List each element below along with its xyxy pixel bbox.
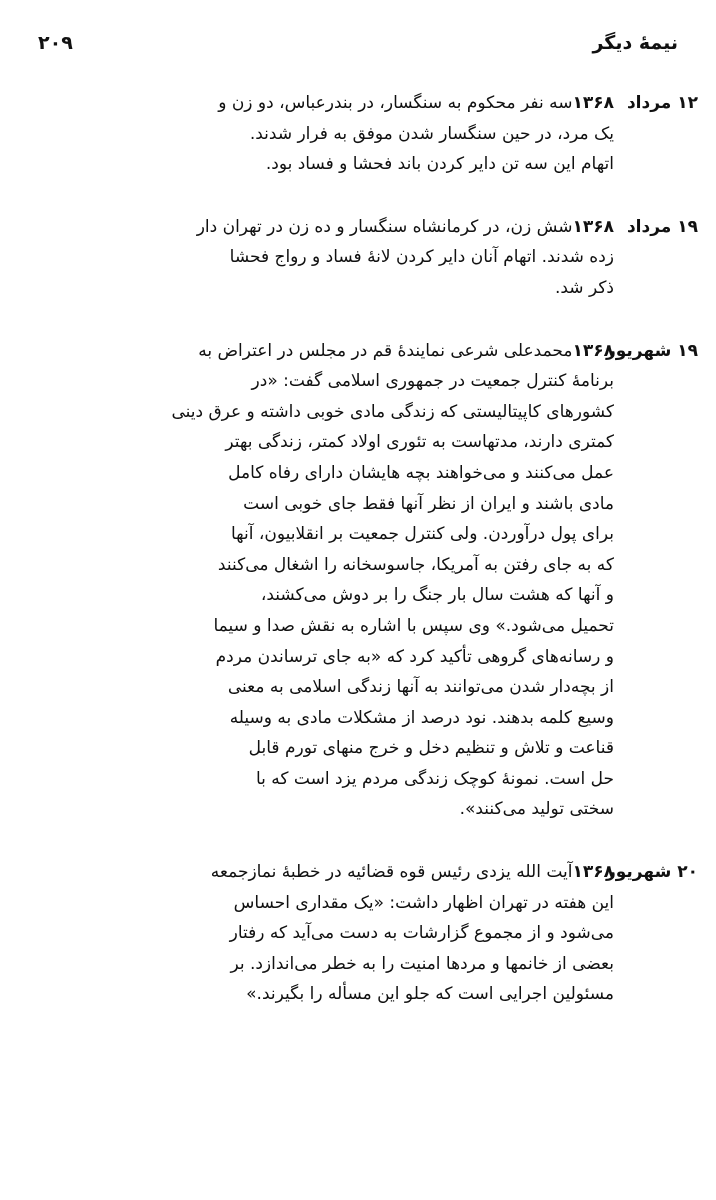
entry-line (38, 212, 614, 243)
chronology-entry (38, 88, 698, 180)
entry-text: سه نفر محکوم به سنگسار، در بندرعباس، دو زن و (218, 93, 573, 113)
entry-line: و آنها که هشت سال بار جنگ را بر دوش می‌کشند، (260, 585, 614, 606)
entry-line: اتهام این سه تن دایر کردن باند فحشا و فساد بود. (265, 154, 614, 175)
entry-body (38, 336, 614, 826)
entry-line: حل است. نمونهٔ کوچک زندگی مردم یزد است که با (255, 768, 614, 789)
entry-line: ذکر شد. (554, 277, 614, 298)
entry-line (38, 857, 614, 888)
entry-line: عمل می‌کنند و می‌خواهند بچه هایشان دارای رفاه کامل (228, 462, 614, 483)
entry-year: ۱۳۶۸ (572, 216, 614, 237)
entry-line: برای پول درآوردن. ولی کنترل جمعیت بر انقلابیون، آنها (230, 524, 614, 545)
entry-body (38, 857, 614, 1010)
entry-date: ۱۹ شهریور (605, 340, 698, 361)
book-title: نیمهٔ دیگر (592, 32, 678, 54)
chronology-entry (38, 212, 698, 304)
entry-year: ۱۳۶۸ (572, 862, 614, 883)
entry-date: ۱۲ مرداد (626, 93, 698, 113)
entry-line: قناعت و تلاش و تنظیم دخل و خرج منهای تورم قابل (248, 738, 614, 759)
entry-text: محمدعلی شرعی نمایندهٔ قم در مجلس در اعتراض به (198, 340, 573, 361)
entry-text: آیت الله یزدی رئیس قوه قضائیه در خطبهٔ نمازجمعه (210, 862, 573, 883)
chronology-entry (38, 857, 698, 1010)
chronology-entries (38, 88, 698, 1042)
entry-line: مادی باشند و ایران از نظر آنها فقط جای خوبی است (243, 493, 614, 514)
entry-body (38, 212, 614, 304)
entry-line: از بچه‌دار شدن می‌توانند به آنها زندگی اسلامی به معنی (227, 677, 614, 698)
entry-line: بعضی از خانمها و مردها امنیت را به خطر می‌اندازد. بر (230, 953, 614, 974)
entry-year: ۱۳۶۸ (572, 340, 614, 361)
entry-line: کشورهای کاپیتالیستی که زندگی مادی خوبی داشته و عرق دینی (171, 401, 614, 422)
entry-line: می‌شود و از مجموع گزارشات به دست می‌آید که رفتار (229, 923, 614, 944)
entry-line: کمتری دارند، مدتهاست به تئوری اولاد کمتر، زندگی بهتر (225, 432, 614, 453)
entry-line (38, 88, 614, 119)
entry-year: ۱۳۶۸ (572, 93, 614, 113)
entry-line: مسئولین اجرایی است که جلو این مسأله را بگیرند.» (246, 984, 614, 1005)
entry-line (38, 336, 614, 367)
entry-line: تحمیل می‌شود.» وی سپس با اشاره به نقش صدا و سیما (213, 615, 614, 636)
running-head (38, 28, 678, 58)
entry-line: وسیع کلمه بدهند. نود درصد از مشکلات مادی به وسیله (229, 707, 614, 728)
entry-line: این هفته در تهران اظهار داشت: «یک مقداری احساس (233, 892, 614, 913)
entry-date: ۱۹ مرداد (626, 216, 698, 237)
chronology-entry (38, 336, 698, 826)
entry-line: که به جای رفتن به آمریکا، جاسوسخانه را اشغال می‌کنند (217, 554, 614, 575)
entry-line: سختی تولید می‌کنند». (459, 799, 614, 820)
entry-line: برنامهٔ کنترل جمعیت در جمهوری اسلامی گفت: «در (251, 371, 614, 392)
entry-date: ۲۰ شهریور (605, 862, 698, 883)
entry-line: زده شدند. اتهام آنان دایر کردن لانهٔ فساد و رواج فحشا (229, 247, 614, 268)
entry-line: و رسانه‌های گروهی تأکید کرد که «به جای ترساندن مردم (215, 646, 614, 667)
entry-text: شش زن، در کرمانشاه سنگسار و ده زن در تهران دار (196, 216, 573, 237)
page-number: ۲۰۹ (38, 32, 73, 54)
entry-line: یک مرد، در حین سنگسار شدن موفق به فرار شدند. (249, 123, 614, 144)
entry-body (38, 88, 614, 180)
